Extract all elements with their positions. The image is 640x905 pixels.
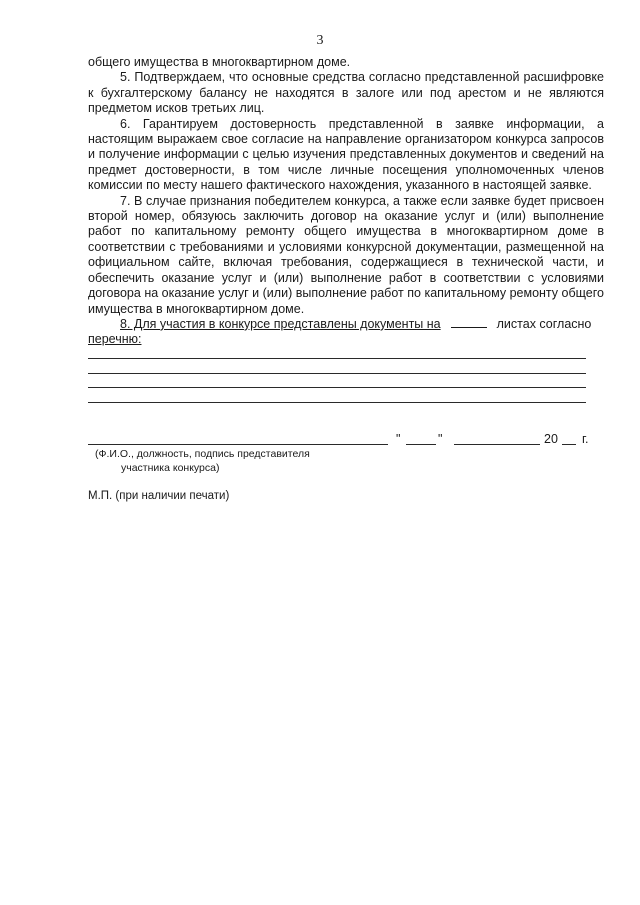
paragraph-8-lead: 8. Для участия в конкурсе представлены документы на	[120, 316, 441, 331]
paragraph-8-sheets: листах согласно	[496, 316, 592, 331]
document-body	[88, 55, 604, 417]
paragraph-8-list: перечню:	[88, 332, 142, 347]
month-blank	[454, 444, 540, 445]
year-suffix: г.	[582, 432, 589, 446]
paragraph-8	[88, 317, 604, 348]
paragraph-continuation: общего имущества в многоквартирном доме.	[88, 55, 351, 69]
paragraph-7: 7. В случае признания победителем конкурса, а также если заявке будет присвоен второй номер, обязуюсь заключить договор на оказание услуг и (или) выполнение работ по капитальному ремонту общего имущества в многоквартирном доме в соответствии с требованиями и условиями конкурсной документации, размещенной на официальном сайте, включая требования, содержащиеся в технической части, и обеспечить оказание услуг и (или) выполнение работ в соответствии с условиями договора на оказание услуг и (или) выполнение работ по капитальному ремонту общего имущества в многоквартирном доме.	[88, 193, 604, 316]
blank-line	[88, 402, 586, 403]
signature-caption	[95, 448, 310, 475]
paragraph-5: 5. Подтверждаем, что основные средства согласно представленной расшифровке к бухгалтерскому балансу не находятся в залоге или под арестом и не являются предметом исков третьих лиц.	[88, 70, 604, 116]
blank-line	[88, 387, 586, 388]
paragraph-6: 6. Гарантируем достоверность представленной в заявке информации, а настоящим выражаем свое согласие на направление организатором конкурса запросов и получение информации с целью изучения представленных документов и сведений на предмет достоверности, в том числе личные посещения уполномоченных членов комиссии по месту нашего фактического нахождения, указанного в настоящей заявке.	[88, 116, 604, 193]
year-prefix: 20	[544, 432, 558, 446]
blank-line	[88, 373, 586, 374]
signature-caption-line1: (Ф.И.О., должность, подпись представителя	[95, 448, 310, 460]
blank-line	[88, 358, 586, 359]
date-quote-close: "	[438, 432, 443, 446]
signature-row	[88, 432, 604, 448]
year-blank	[562, 444, 576, 445]
signature-caption-line2: участника конкурса)	[121, 461, 220, 474]
seal-note: М.П. (при наличии печати)	[88, 490, 230, 502]
sheet-count-blank	[451, 317, 487, 328]
page-number: 3	[316, 33, 324, 48]
document-list-lines	[88, 358, 604, 403]
signature-line	[88, 444, 388, 445]
date-quote-open: "	[396, 432, 401, 446]
day-blank	[406, 444, 436, 445]
